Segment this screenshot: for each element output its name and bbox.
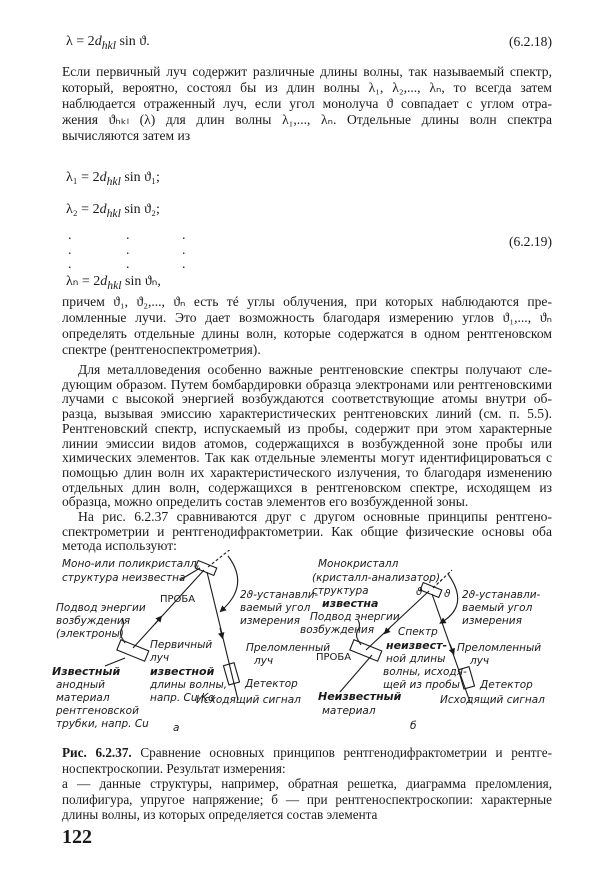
equation-6-2-18 [66, 34, 150, 53]
label-crystal: Моно-или поликристалл, [62, 558, 200, 570]
ellipsis-dot: . [126, 228, 130, 243]
label-anode: трубки, напр. Cu [56, 718, 149, 730]
ellipsis-dot: . [68, 257, 72, 272]
label-angle: 2ϑ-устанавли- [462, 589, 541, 601]
label-primary: напр. Cu-Kα [150, 692, 216, 704]
diagram-b [300, 558, 545, 732]
ellipsis-dot: . [126, 243, 130, 258]
label-signal: Исходящий сигнал [440, 694, 545, 706]
label-energy: возбуждения [300, 624, 375, 636]
label-spectrum-bold: неизвест- [386, 639, 448, 652]
label-spectrum: ной длины [386, 653, 446, 665]
equation-number: (6.2.18) [508, 34, 552, 49]
text-line: метода используют: [62, 538, 177, 554]
label-spectrum: Спектр [398, 626, 438, 638]
x-ray-tube [117, 640, 149, 661]
label-energy: Подвод энергии [56, 602, 146, 614]
eq-line-1 [66, 170, 160, 189]
page-number: 122 [62, 826, 92, 848]
text-line: который, вероятно, состоял бы из длин волны λ₁, λ₂,..., λₙ, то всегда затем [62, 80, 552, 95]
label-detector: Детектор [480, 679, 533, 691]
eq-d: d [100, 274, 108, 289]
eq-lhs: λ₂ = 2 [66, 202, 100, 217]
label-angle: измерения [462, 615, 522, 627]
label-refracted: Преломленный [246, 642, 331, 654]
label-spectrum: щей из пробы [383, 679, 460, 691]
text-line: Для металловедения особенно важные рентгеновские спектры получают сле- [78, 362, 552, 377]
sample [350, 640, 382, 661]
text-line: химических элементов. Так как отдельные элементы могут идентифицироваться с [62, 450, 552, 466]
diagram-a [52, 550, 330, 734]
label-refracted: Преломленный [457, 642, 542, 654]
eq-line-2 [66, 202, 160, 221]
eq-d: d [99, 170, 107, 185]
ellipsis-dot: . [68, 243, 72, 258]
label-detector: Детектор [245, 678, 298, 690]
theta-symbol: ϑ [444, 588, 451, 600]
label-text: структура [62, 572, 122, 584]
eq-line-n [66, 274, 161, 293]
caption-text: Сравнение основных принципов рентгенодифрактометрии и рентге- [131, 745, 552, 760]
ellipsis-dot: . [182, 257, 186, 272]
label-spectrum: волны, исходя- [383, 666, 467, 678]
label-anode-bold: Известный [52, 665, 121, 678]
text-line: отдельных длин волн, содержащихся в рентгеновском спектре, исходящем из [62, 479, 552, 495]
dashed-extension [208, 550, 232, 567]
text-line: спектре (рентгеноспектрометрия). [62, 342, 261, 357]
ellipsis-dot: . [68, 228, 72, 243]
eq-d: d [94, 34, 102, 49]
label-energy: (электроны) [56, 628, 124, 640]
caption-line: а — данные структуры, например, обратная решетка, диаграмма преломления, [62, 776, 552, 791]
label-material-bold: Неизвестный [318, 690, 402, 703]
label-anode: анодный [56, 679, 105, 691]
label-angle: ваемый угол [240, 602, 311, 614]
eq-sub: hkl [107, 278, 122, 292]
ellipsis-dot: . [182, 228, 186, 243]
eq-rhs: sin ϑ₂; [120, 202, 160, 217]
text-line: разца, вызывая эмиссию характеристических рентгеновских линий (см. п. 5.5). [62, 406, 552, 422]
caption-line: носпектроскопии. Результат измерения: [62, 760, 286, 776]
label-crystal-bold: известна [322, 597, 379, 610]
label-text-bold: неизвестна [121, 572, 186, 584]
subfigure-label-a: а [173, 722, 180, 734]
caption-prefix: Рис. 6.2.37. [62, 745, 132, 760]
text-line: лучами с высокой энергией возбуждаются соответствующие атомы внутри об- [62, 391, 552, 407]
eq-lhs: λₙ = 2 [66, 274, 101, 289]
text-line: линии эмиссии видов атомов, содержащихся в возбужденной зоне пробы или [62, 435, 552, 451]
eq-sub: hkl [106, 206, 121, 220]
angle-arc [222, 556, 238, 610]
label-primary: луч [150, 652, 170, 664]
eq-d: d [99, 202, 107, 217]
label-angle: ваемый угол [462, 602, 533, 614]
eq-sub: hkl [106, 174, 121, 188]
text-line: вычисляются затем из [62, 128, 191, 143]
caption-line: длины волны, из которых определяется состав элемента [62, 807, 378, 822]
text-line: ломленные лучи. Это дает возможность благодаря измерению углов ϑ₁,..., ϑₙ [62, 310, 552, 325]
label-primary: Первичный [150, 639, 213, 651]
text-line: Рентгеновский спектр, испускаемый из пробы, содержит при этом характерные [62, 420, 552, 436]
text-line: помощью длин волн их характеристического излучения, то благодаря изменению [62, 464, 552, 480]
caption-line: полифигура, упругое напряжение; б — при рентгеноспектроскопии: характерные [62, 791, 552, 807]
ellipsis-dot: . [126, 257, 130, 272]
text-line: На рис. 6.2.37 сравниваются друг с другом основные принципы рентгено- [78, 509, 552, 524]
label-refracted: луч [470, 655, 490, 667]
label-signal: Исходящий сигнал [196, 694, 301, 706]
ellipsis-dot: . [182, 243, 186, 258]
label-crystal-structure [62, 572, 185, 584]
label-crystal: Монокристалл [318, 558, 399, 570]
label-crystal: структура [312, 585, 369, 597]
label-anode: рентгеновской [56, 705, 139, 717]
label-sample: ПРОБА [160, 594, 196, 605]
eq-lhs: λ = 2 [66, 34, 95, 49]
text-line: спектрометрии и рентгенодифрактометрии. Как общие физические основы оба [62, 523, 552, 539]
figure-6-2-37 [0, 550, 600, 740]
eq-sub: hkl [101, 38, 116, 52]
label-energy: Подвод энергии [310, 611, 400, 623]
eq-lhs: λ₁ = 2 [66, 170, 100, 185]
label-primary: длины волны, [150, 679, 228, 691]
label-refracted: луч [254, 655, 274, 667]
text-line: образца, можно определить состав элементов его возбужденной зоны. [62, 494, 469, 510]
theta-symbol: ϑ [416, 586, 423, 598]
analyzer-crystal [420, 583, 442, 598]
text-line: определять отдельные длины волн, которые содержатся в одном рентгеновском [62, 326, 552, 341]
eq-rhs: sin ϑ. [115, 34, 150, 49]
eq-rhs: sin ϑ₁; [120, 170, 160, 185]
label-primary-bold: известной [150, 665, 215, 678]
text-line: Если первичный луч содержит различные длины волны, так называемый спектр, [62, 64, 552, 79]
text-line: жения ϑₕₖₗ (λ) для длин волны λ₁,..., λₙ. Отдельные длины волн спектра [62, 112, 552, 127]
label-sample: ПРОБА [316, 652, 352, 663]
text-line: наблюдается отраженный луч, если угол монолуча ϑ совпадает с углом отра- [62, 96, 552, 111]
beam-arrow [155, 618, 160, 624]
label-angle: измерения [240, 615, 300, 627]
label-anode: материал [56, 692, 110, 704]
eq-rhs: sin ϑₙ, [121, 274, 161, 289]
subfigure-label-b: б [410, 720, 417, 732]
equation-number: (6.2.19) [508, 234, 552, 249]
label-crystal: (кристалл-анализатор), [312, 572, 444, 584]
caption-line [62, 745, 552, 760]
text-line: дующим образом. Путем бомбардировки образца электронами или рентгеновскими [62, 376, 552, 392]
label-energy: возбуждения [56, 615, 131, 627]
label-material: материал [322, 705, 376, 717]
text-line: причем ϑ₁, ϑ₂,..., ϑₙ есть тé углы облучения, при которых наблюдаются пре- [62, 294, 552, 309]
label-angle: 2ϑ-устанавли- [240, 589, 319, 601]
